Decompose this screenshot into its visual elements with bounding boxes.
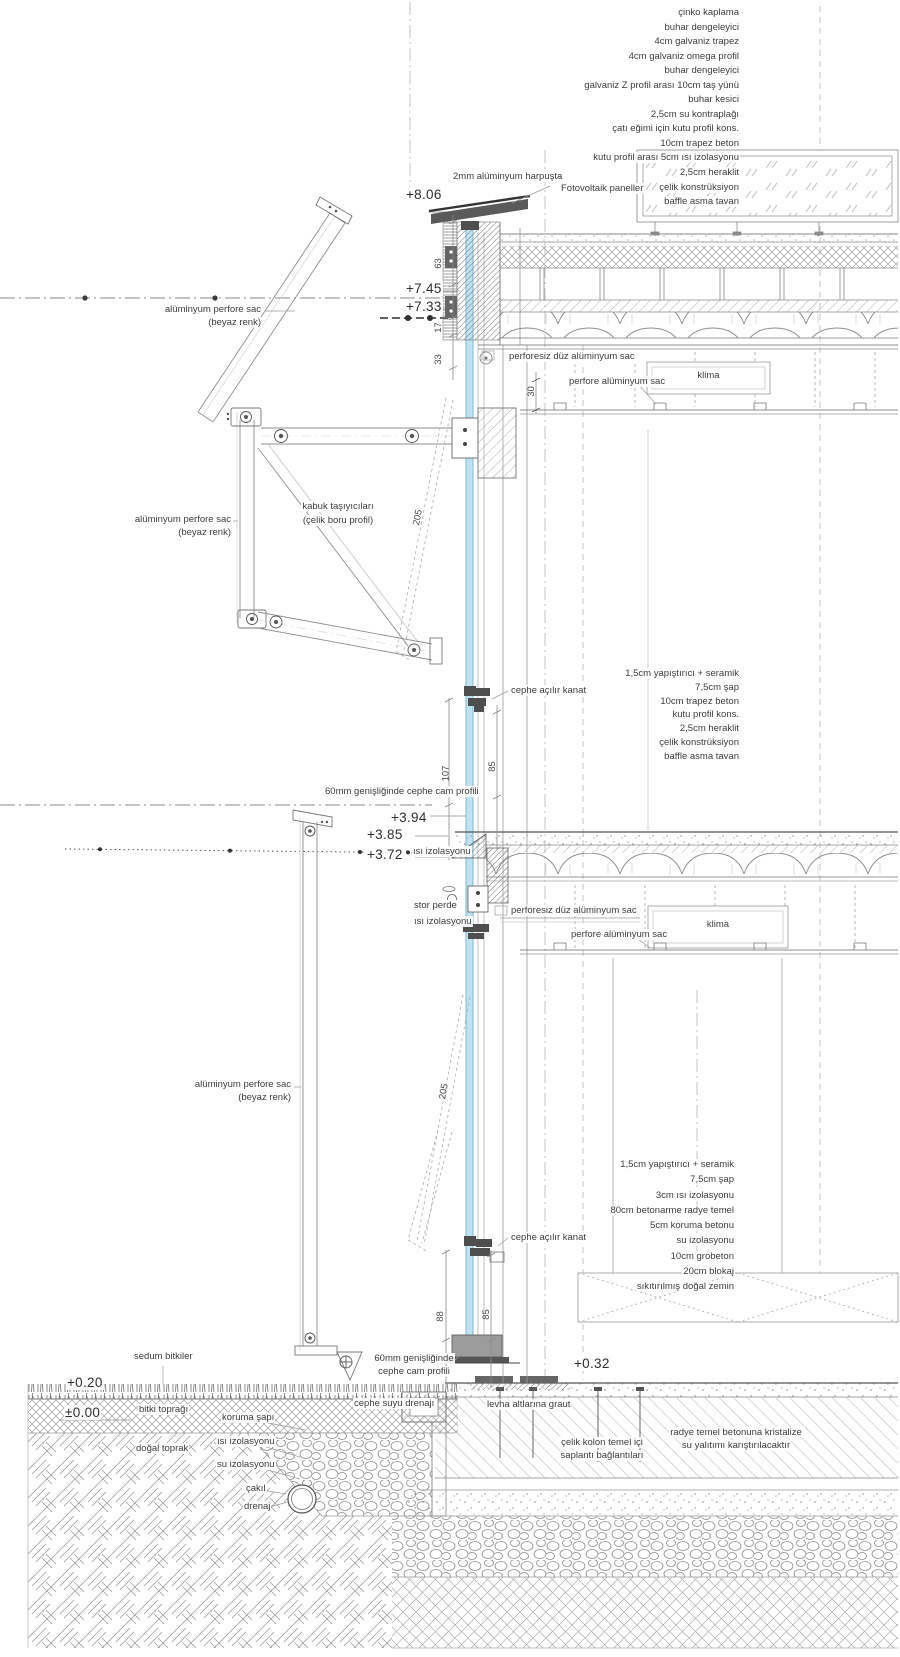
elevation-3-72: +3.72 xyxy=(367,847,403,862)
perf-sheet-label-1: perfore alüminyum sac xyxy=(569,376,666,387)
klima-label-2: klima xyxy=(706,919,730,930)
dim-30: 30 xyxy=(525,386,537,397)
crystalline-note: radye temel betonuna kristalize su yalıtımı karıştırılacaktır xyxy=(670,1427,802,1451)
grout-label: levha altlarına graut xyxy=(487,1399,571,1410)
insulation-label-3: ısı izolasyonu xyxy=(217,1436,275,1447)
waterproofing-label: su izolasyonu xyxy=(217,1459,275,1470)
elevation-3-85: +3.85 xyxy=(367,827,403,842)
roof-assembly xyxy=(478,234,898,364)
sedum-label: sedum bitkiler xyxy=(134,1351,193,1362)
dim-17: 17 xyxy=(432,322,444,333)
gravel-label: çakıl xyxy=(246,1483,266,1494)
dim-107: 107 xyxy=(440,765,452,782)
glass-profile-label-2: 60mm genişliğinde cephe cam profili xyxy=(374,1353,454,1377)
dim-33: 33 xyxy=(432,354,444,365)
topsoil-label: bitki toprağı xyxy=(139,1404,189,1415)
dim-205-lower: 205 xyxy=(437,1082,451,1101)
curtain-wall xyxy=(466,228,527,1383)
dim-205-upper: 205 xyxy=(411,508,425,527)
vent-label-1: cephe açılır kanat xyxy=(511,685,586,696)
drain-label: drenaj xyxy=(244,1501,271,1512)
elevation-3-94: +3.94 xyxy=(391,810,427,825)
elevation-8-06: +8.06 xyxy=(406,187,442,202)
dim-88: 88 xyxy=(434,1311,446,1322)
elevation-7-33: +7.33 xyxy=(406,299,442,314)
shell-cladding-label-top: alüminyum perfore sac (beyaz renk) xyxy=(164,304,261,328)
coping-label: 2mm alüminyum harpuşta xyxy=(453,171,563,182)
insulation-label-1: ısı izolasyonu xyxy=(413,846,471,857)
dim-85-lower: 85 xyxy=(480,1309,492,1320)
floor-buildup-note: 1,5cm yapıştırıcı + seramik 7,5cm şap 10cm trapez beton kutu profil kons. 2,5cm heraklit çelik konstrüksiyon baffle asma tavan xyxy=(625,668,739,762)
stor-perde-label: stor perde xyxy=(414,900,457,911)
klima-label-1: klima xyxy=(697,370,720,381)
shell-cladding-label-mid: alüminyum perfore sac (beyaz renk) xyxy=(134,514,231,538)
column-anchor-label: çelik kolon temel içi saplantı bağlantıları xyxy=(560,1437,644,1461)
dim-85-upper: 85 xyxy=(486,761,498,772)
shell-structure-lower xyxy=(293,810,362,1380)
insulation-label-2: ısı izolasyonu xyxy=(414,916,472,927)
elevation-0-00: ±0.00 xyxy=(65,1405,101,1420)
roof-buildup-note: çinko kaplama buhar dengeleyici 4cm galvaniz trapez 4cm galvaniz omega profil buhar dengeleyici galvaniz Z profil arası 10cm taş yünü buhar kesici 2,5cm su kontraplağı çatı eğimi için kutu profil kons. 10cm trapez beton kutu profil arası 5cm ısı izolasyonu 2,5cm heraklit çelik konstrüksiyon baffle asma tavan xyxy=(584,7,739,208)
natural-soil-label: doğal toprak xyxy=(136,1443,189,1454)
elevation-7-45: +7.45 xyxy=(406,281,442,296)
shell-cladding-label-bottom: alüminyum perfore sac (beyaz renk) xyxy=(194,1079,291,1103)
shell-carrier-label: kabuk taşıyıcıları (çelik boru profil) xyxy=(302,501,374,526)
elevation-0-20: +0.20 xyxy=(67,1375,103,1390)
protection-screed-label: koruma şapı xyxy=(222,1412,275,1423)
pv-label: Fotovoltaik paneller xyxy=(561,183,644,194)
dim-63: 63 xyxy=(432,258,444,269)
vent-panels xyxy=(396,398,504,1262)
elevation-0-32: +0.32 xyxy=(574,1356,610,1371)
vent-label-2: cephe açılır kanat xyxy=(511,1232,586,1243)
glass-profile-label-1: 60mm genişliğinde cephe cam profili xyxy=(325,786,479,797)
ground-buildup-note: 1,5cm yapıştırıcı + seramik 7,5cm şap 3cm ısı izolasyonu 80cm betonarme radye temel 5cm koruma betonu su izolasyonu 10cm grobeton 20cm blokaj sıkıtırılmış doğal zemin xyxy=(610,1159,734,1293)
facade-drain-label: cephe suyu drenajı xyxy=(354,1398,435,1409)
plain-sheet-label-2: perforesiz düz alüminyum sac xyxy=(511,905,637,916)
plain-sheet-label-1: perforesiz düz alüminyum sac xyxy=(509,351,635,362)
perf-sheet-label-2: perfore alüminyum sac xyxy=(571,929,668,940)
